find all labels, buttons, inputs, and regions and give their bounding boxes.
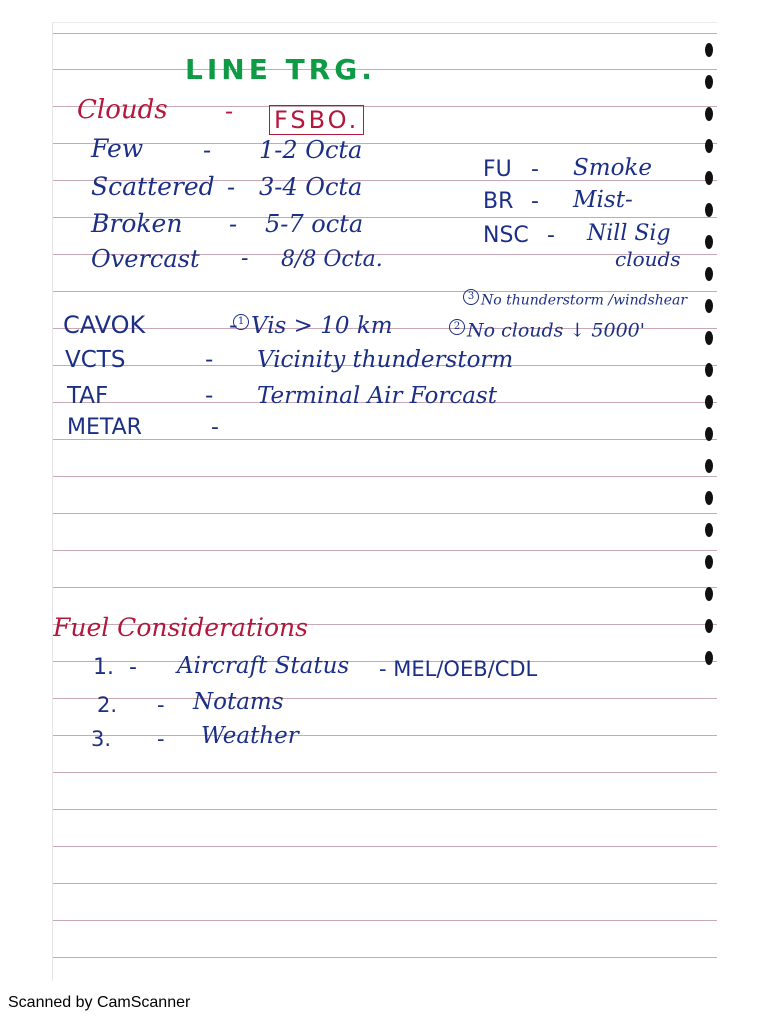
abbrev-dash: - bbox=[531, 157, 539, 182]
binding-hole bbox=[705, 363, 713, 377]
binding-hole bbox=[705, 171, 713, 185]
fuel-item-2-text: Notams bbox=[193, 689, 284, 715]
fuel-dash: - bbox=[157, 693, 165, 717]
binding-hole bbox=[705, 331, 713, 345]
cavok-dash: - bbox=[229, 311, 238, 339]
binding-hole bbox=[705, 651, 713, 665]
def-meaning-vcts: Vicinity thunderstorm bbox=[257, 347, 514, 373]
ruled-line bbox=[53, 883, 717, 884]
binding-hole bbox=[705, 43, 713, 57]
cavok-item-1 bbox=[233, 313, 393, 339]
ruled-line bbox=[53, 809, 717, 810]
binding-hole bbox=[705, 235, 713, 249]
abbrev-meaning-nsc-cont: clouds bbox=[615, 247, 681, 271]
binding-hole bbox=[705, 299, 713, 313]
binding-hole bbox=[705, 107, 713, 121]
cloud-value-overcast: 8/8 Octa. bbox=[281, 247, 383, 272]
binding-hole bbox=[705, 267, 713, 281]
ruled-line bbox=[53, 33, 717, 34]
fuel-heading: Fuel Considerations bbox=[53, 613, 308, 642]
cloud-dash: - bbox=[229, 210, 238, 238]
num-circle-2: 2 bbox=[449, 319, 465, 335]
ruled-line bbox=[53, 513, 717, 514]
def-term-taf: TAF bbox=[67, 383, 109, 409]
abbrev-meaning-fu: Smoke bbox=[573, 155, 652, 181]
binding-hole bbox=[705, 555, 713, 569]
abbrev-dash: - bbox=[531, 189, 539, 214]
abbrev-meaning-br: Mist- bbox=[573, 187, 633, 213]
cavok-item-3-text: No thunderstorm /windshear bbox=[481, 292, 688, 309]
abbrev-code-br: BR bbox=[483, 189, 514, 214]
fuel-dash: - bbox=[157, 727, 165, 751]
ruled-line bbox=[53, 476, 717, 477]
notebook-page bbox=[52, 22, 717, 981]
ruled-line bbox=[53, 957, 717, 958]
binding-hole bbox=[705, 427, 713, 441]
def-term-metar: METAR bbox=[67, 415, 142, 440]
cloud-dash: - bbox=[227, 173, 236, 201]
cloud-value-broken: 5-7 octa bbox=[265, 210, 364, 238]
cloud-term-broken: Broken bbox=[91, 209, 183, 238]
num-circle-3: 3 bbox=[463, 289, 479, 305]
cloud-dash: - bbox=[241, 246, 249, 271]
cloud-value-few: 1-2 Octa bbox=[259, 136, 363, 164]
ruled-line bbox=[53, 698, 717, 699]
abbrev-meaning-nsc: Nill Sig bbox=[587, 221, 671, 246]
abbrev-dash: - bbox=[547, 223, 555, 248]
cavok-item-2-text: No clouds ↓ 5000' bbox=[467, 319, 645, 342]
cavok-item-3 bbox=[463, 289, 687, 309]
abbrev-code-fu: FU bbox=[483, 157, 512, 182]
cavok-term: CAVOK bbox=[63, 311, 146, 339]
ruled-line bbox=[53, 69, 717, 70]
cloud-term-few: Few bbox=[91, 134, 144, 163]
ruled-line bbox=[53, 772, 717, 773]
fuel-num-1: 1. bbox=[93, 655, 114, 680]
binding-hole bbox=[705, 491, 713, 505]
cavok-item-2 bbox=[449, 319, 645, 341]
ruled-line bbox=[53, 587, 717, 588]
def-dash: - bbox=[205, 383, 214, 409]
cloud-value-scattered: 3-4 Octa bbox=[259, 173, 363, 201]
ruled-line bbox=[53, 439, 717, 440]
fuel-item-3-text: Weather bbox=[201, 723, 299, 749]
fuel-item-1-text: Aircraft Status bbox=[177, 653, 350, 679]
ruled-line bbox=[53, 920, 717, 921]
binding-hole bbox=[705, 523, 713, 537]
binding-hole bbox=[705, 395, 713, 409]
binding-hole bbox=[705, 75, 713, 89]
abbrev-code-nsc: NSC bbox=[483, 223, 529, 248]
def-meaning-taf: Terminal Air Forcast bbox=[257, 383, 497, 409]
ruled-line bbox=[53, 550, 717, 551]
binding-hole bbox=[705, 587, 713, 601]
fuel-num-3: 3. bbox=[91, 727, 112, 751]
num-circle-1: 1 bbox=[233, 314, 249, 330]
ruled-line bbox=[53, 143, 717, 144]
binding-hole bbox=[705, 139, 713, 153]
fuel-item-1-extra: - MEL/OEB/CDL bbox=[379, 657, 538, 681]
binding-hole bbox=[705, 203, 713, 217]
def-term-vcts: VCTS bbox=[65, 347, 126, 373]
clouds-code-box: FSBO. bbox=[269, 105, 364, 135]
binding-hole bbox=[705, 619, 713, 633]
page-title: LINE TRG. bbox=[185, 53, 376, 86]
cloud-dash: - bbox=[203, 136, 212, 164]
def-dash: - bbox=[211, 415, 219, 440]
fuel-dash: - bbox=[129, 655, 137, 680]
clouds-heading-dash: - bbox=[225, 97, 234, 125]
cavok-item-1-text: Vis > 10 km bbox=[251, 313, 393, 339]
clouds-heading: Clouds bbox=[77, 95, 168, 125]
binding-hole bbox=[705, 459, 713, 473]
cloud-term-overcast: Overcast bbox=[91, 245, 200, 273]
cloud-term-scattered: Scattered bbox=[91, 172, 215, 201]
def-dash: - bbox=[205, 347, 214, 373]
scanner-footer: Scanned by CamScanner bbox=[8, 994, 191, 1011]
ruled-line bbox=[53, 846, 717, 847]
ruled-line bbox=[53, 735, 717, 736]
fuel-num-2: 2. bbox=[97, 693, 118, 717]
